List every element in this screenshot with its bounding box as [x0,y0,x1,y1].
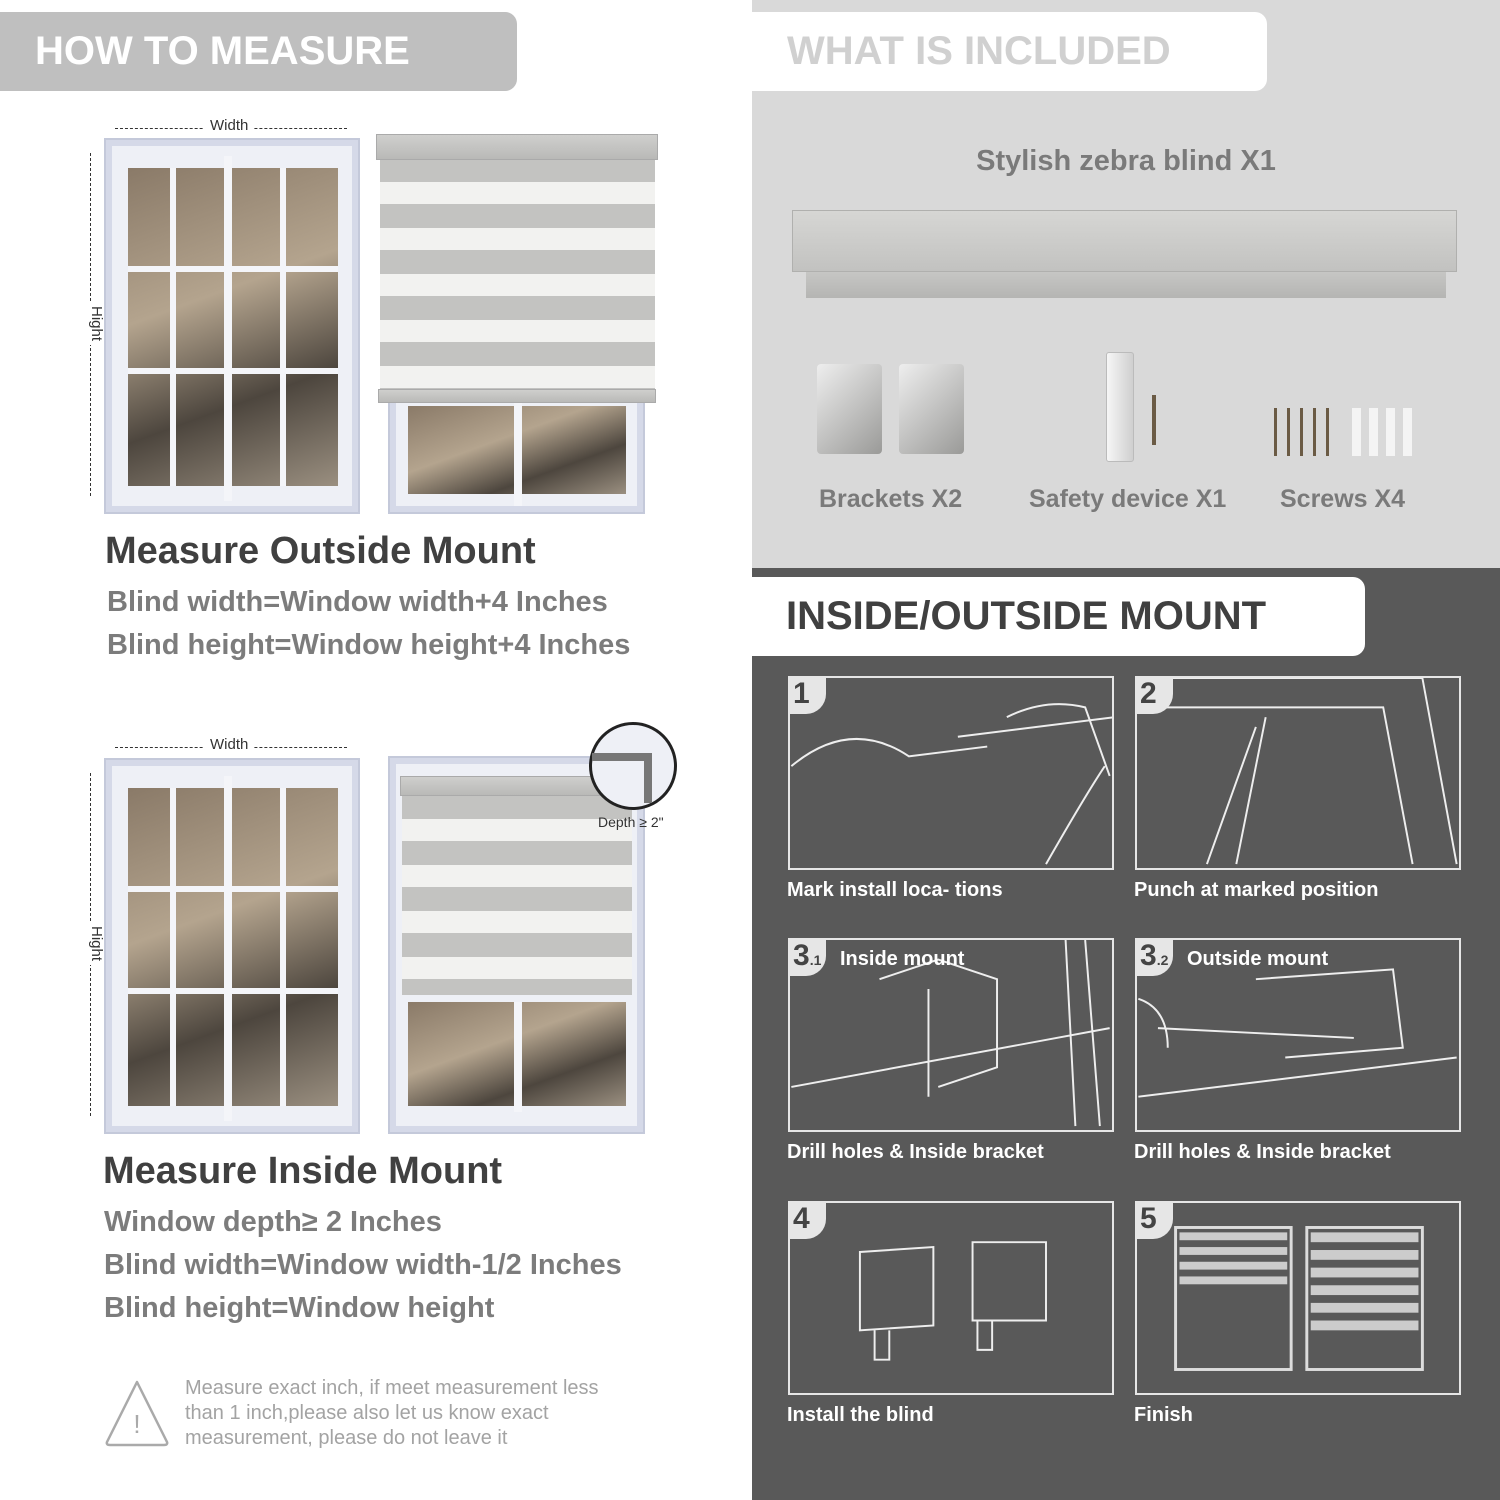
inside-mount-formulas: Window depth≥ 2 Inches Blind width=Window width-1/2 Inches Blind height=Window height [104,1206,622,1324]
step-illustration [1137,1203,1459,1393]
outside-mount-title: Measure Outside Mount [105,530,536,572]
step-number: 4 [788,1201,826,1239]
safety-device-label: Safety device X1 [1029,485,1227,513]
screws-label: Screws X4 [1280,485,1406,513]
step-caption: Install the blind [787,1404,934,1426]
depth-label: Depth ≥ 2" [598,814,664,830]
step-title: Outside mount [1187,948,1329,970]
bracket-image [899,364,964,454]
zebra-blind-image [380,158,655,390]
step-number: 3.1 [788,938,826,976]
window-image [390,390,643,512]
height-label: Hight [88,922,105,965]
step-6-illustration [1135,1201,1461,1395]
step-5-illustration [788,1201,1114,1395]
main-item-label: Stylish zebra blind X1 [976,145,1276,177]
step-caption: Drill holes & Inside bracket [787,1141,1044,1163]
step-number: 3.2 [1135,938,1173,976]
warning-triangle-icon [103,1378,171,1448]
inside-mount-title: Measure Inside Mount [103,1150,503,1192]
step-4-illustration [1135,938,1461,1132]
step-caption: Finish [1134,1404,1193,1426]
step-caption: Punch at marked position [1134,879,1379,901]
width-label: Width [204,117,254,134]
height-label: Hight [88,302,105,345]
step-title: Inside mount [840,948,965,970]
step-illustration [790,1203,1112,1393]
width-label: Width [204,736,254,753]
window-image [106,760,358,1132]
outside-mount-formulas: Blind width=Window width+4 Inches Blind height=Window height+4 Inches [107,586,631,661]
mount-banner: INSIDE/OUTSIDE MOUNT [752,577,1365,656]
step-illustration [790,678,1112,868]
blind-headrail-image [792,210,1457,272]
step-2-illustration [1135,676,1461,870]
anchors-image [1352,408,1420,456]
step-caption: Drill holes & Inside bracket [1134,1141,1391,1163]
brackets-label: Brackets X2 [819,485,963,513]
step-illustration [1137,678,1459,868]
step-3-illustration [788,938,1114,1132]
step-number: 1 [788,676,826,714]
depth-magnifier [589,722,677,810]
svg-text:!: ! [133,1409,141,1439]
step-number: 5 [1135,1201,1173,1239]
how-to-measure-banner: HOW TO MEASURE [0,12,517,91]
step-caption: Mark install loca- tions [787,879,1003,901]
what-is-included-banner: WHAT IS INCLUDED [752,12,1267,91]
screws-image [1274,408,1338,456]
bracket-image [817,364,882,454]
step-1-illustration [788,676,1114,870]
safety-device-image [1106,352,1134,462]
measure-note: Measure exact inch, if meet measurement less than 1 inch,please also let us know exact measurement, please do not leave it [185,1377,599,1449]
step-number: 2 [1135,676,1173,714]
window-image [106,140,358,512]
